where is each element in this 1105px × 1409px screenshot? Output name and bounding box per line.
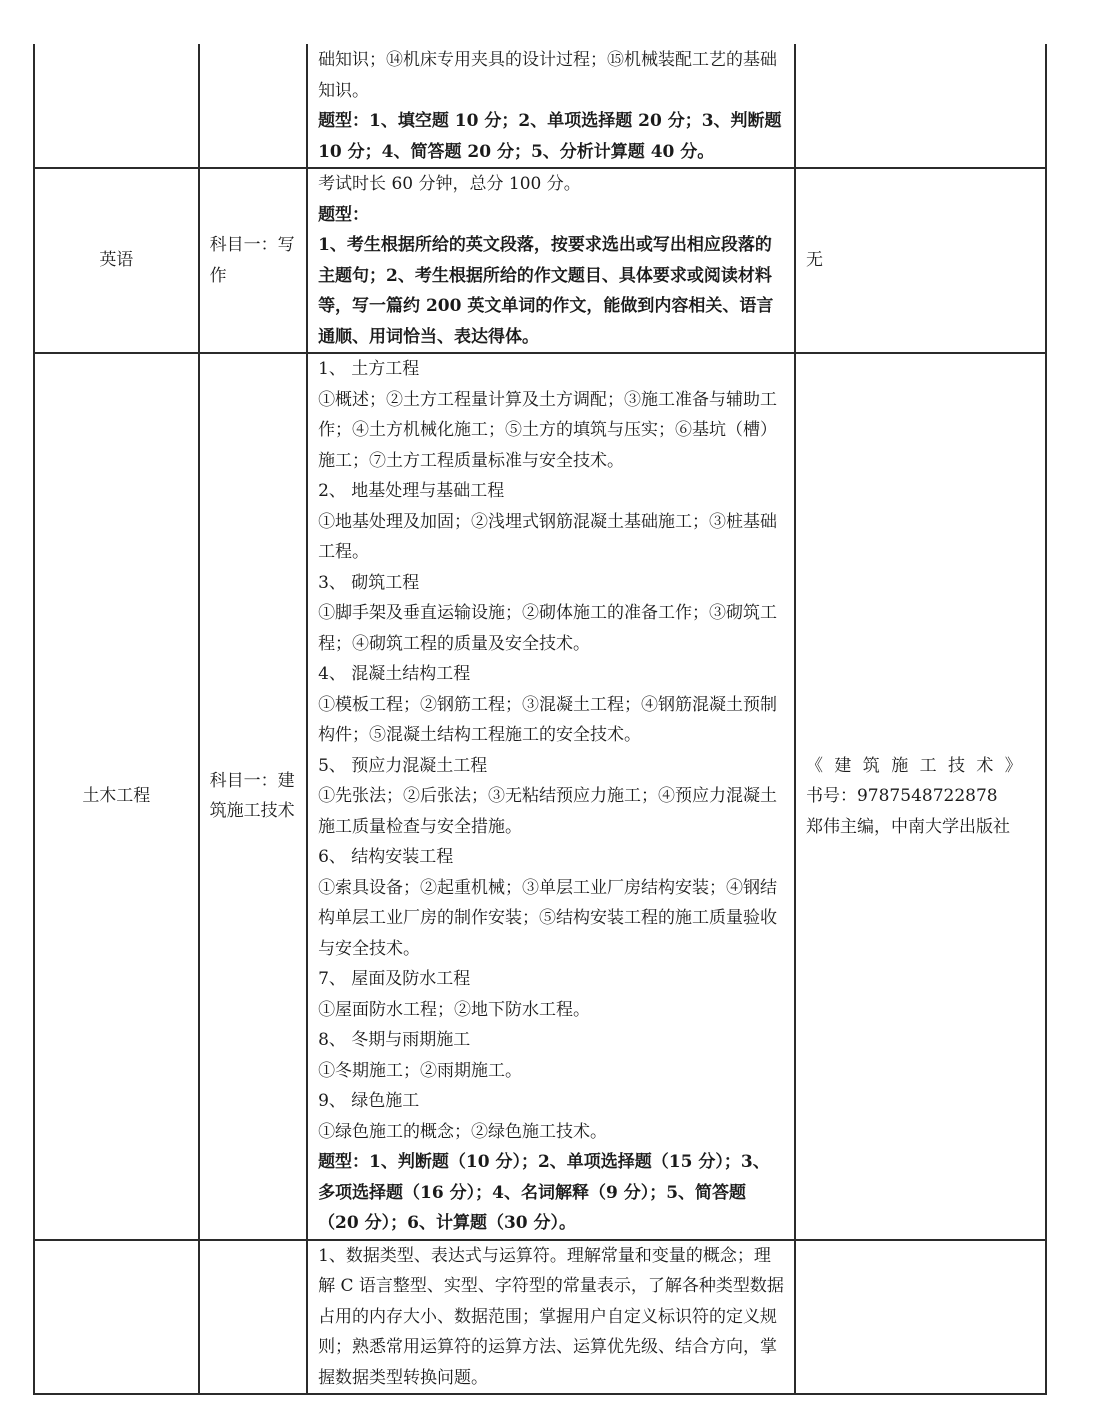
reference-isbn: 书号：9787548722878: [805, 786, 998, 806]
question-types: 题型：1、填空题 10 分；2、单项选择题 20 分；3、判断题 10 分；4、简答题 20 分；5、分析计算题 40 分。: [318, 111, 782, 162]
section-detail: ①绿色施工的概念；②绿色施工技术。: [318, 1121, 608, 1142]
section-heading: 6、 结构安装工程: [318, 847, 454, 867]
section-heading: 8、 冬期与雨期施工: [318, 1030, 471, 1050]
content-text: 础知识；⑭机床专用夹具的设计过程；⑮机械装配工艺的基础知识。: [318, 50, 778, 101]
subject-cell: 土木工程: [34, 353, 199, 1240]
question-types: 1、考生根据所给的英文段落，按要求选出或写出相应段落的主题句；2、考生根据所给的作文题目、具体要求或阅读材料等，写一篇约 200 英文单词的作文，能做到内容相关、语言通顺、用词恰当、表达得体。: [318, 235, 774, 347]
content-text: 1、数据类型、表达式与运算符。理解常量和变量的概念；理解 C 语言整型、实型、字符型的常量表示，了解各种类型数据占用的内存大小、数据范围；掌握用户自定义标识符的定义规则；熟悉常用运算符的运算方法、运算优先级、结合方向，掌握数据类型转换问题。: [318, 1245, 784, 1388]
content-cell: [307, 1240, 795, 1395]
question-types: 题型：1、判断题（10 分）；2、单项选择题（15 分）；3、多项选择题（16 分）；4、名词解释（9 分）；5、简答题（20 分）；6、计算题（30 分）。: [318, 1152, 770, 1233]
section-heading: 9、 绿色施工: [318, 1091, 420, 1111]
section-heading: 3、 砌筑工程: [318, 572, 420, 593]
syllabus-table: [33, 44, 1047, 1395]
reference-cell: [795, 353, 1046, 1240]
table-row: [34, 353, 1046, 1240]
subject-cell: 英语: [34, 168, 199, 353]
reference-cell: [795, 1240, 1046, 1395]
reference-book-title: 《 建 筑 施 工 技 术 》: [805, 755, 1025, 776]
section-detail: ①地基处理及加固；②浅埋式钢筋混凝土基础施工；③桩基础工程。: [318, 511, 778, 562]
section-heading: 4、 混凝土结构工程: [318, 664, 471, 684]
content-cell: [307, 168, 795, 353]
exam-subject-cell: [199, 44, 307, 168]
section-heading: 1、 土方工程: [318, 359, 420, 379]
exam-subject-cell: 科目一：写作: [199, 168, 307, 353]
section-heading: 5、 预应力混凝土工程: [318, 755, 488, 776]
section-heading: 2、 地基处理与基础工程: [318, 481, 505, 501]
section-detail: ①模板工程；②钢筋工程；③混凝土工程；④钢筋混凝土预制构件；⑤混凝土结构工程施工的安全技术。: [318, 694, 778, 745]
section-detail: ①冬期施工；②雨期施工。: [318, 1060, 523, 1081]
table-row: [34, 168, 1046, 353]
question-types-label: 题型：: [318, 204, 370, 225]
section-detail: ①脚手架及垂直运输设施；②砌体施工的准备工作；③砌筑工程；④砌筑工程的质量及安全技术。: [318, 603, 778, 654]
section-detail: ①屋面防水工程；②地下防水工程。: [318, 999, 591, 1020]
exam-subject-cell: [199, 1240, 307, 1395]
subject-cell: [34, 44, 199, 168]
section-detail: ①先张法；②后张法；③无粘结预应力施工；④预应力混凝土施工质量检查与安全措施。: [318, 786, 778, 837]
table-row: [34, 1240, 1046, 1395]
section-detail: ①概述；②土方工程量计算及土方调配；③施工准备与辅助工作；④土方机械化施工；⑤土方的填筑与压实；⑥基坑（槽）施工；⑦土方工程质量标准与安全技术。: [318, 389, 778, 471]
reference-publisher: 郑伟主编，中南大学出版社: [805, 816, 1010, 837]
exam-duration-text: 考试时长 60 分钟，总分 100 分。: [318, 174, 581, 194]
section-heading: 7、 屋面及防水工程: [318, 969, 471, 989]
content-cell: [307, 353, 795, 1240]
reference-cell: [795, 44, 1046, 168]
exam-subject-cell: 科目一：建筑施工技术: [199, 353, 307, 1240]
reference-cell: 无: [795, 168, 1046, 353]
content-cell: [307, 44, 795, 168]
table-row: [34, 44, 1046, 168]
section-detail: ①索具设备；②起重机械；③单层工业厂房结构安装；④钢结构单层工业厂房的制作安装；⑤结构安装工程的施工质量验收与安全技术。: [318, 877, 778, 959]
subject-cell: [34, 1240, 199, 1395]
